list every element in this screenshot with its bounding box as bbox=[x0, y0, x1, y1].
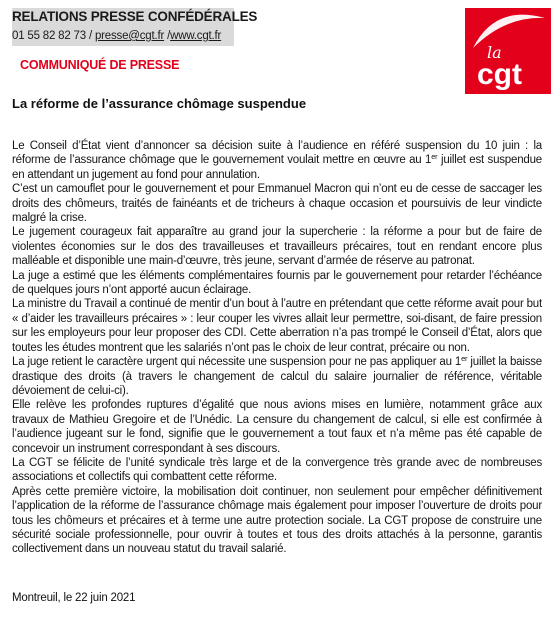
paragraph: La CGT se félicite de l’unité syndicale très large et de la convergence très grande avec de nombreuses associations et collectifs qui combattent cette réforme. bbox=[12, 456, 542, 484]
contact-line bbox=[12, 30, 221, 42]
separator: / bbox=[85, 30, 95, 42]
paragraph: La ministre du Travail a continué de mentir d’un bout à l’autre en prétendant que cette réforme avait pour but « d’aider les travailleurs précaires » : leur couper les vivres allait leur permettre, soi-disant, de faire pression sur les employeurs pour leur proposer des CDI. Cette aberration n’a pas trompé le Conseil d’État, alors que toutes les études montrent que les salariés n’ont pas le choix de leur contrat, précaire ou non. bbox=[12, 298, 542, 354]
paragraph: Elle relève les profondes ruptures d’égalité que nous avions mises en lumière, notamment grâce aux travaux de Mathieu Gregoire et de l’Unédic. La censure du changement de calcul, si elle est confirmée à l’audience jugeant sur le fond, signifie que le gouvernement a tout faux et n’a même pas été capable de concevoir un instrument correspondant à ses discours. bbox=[12, 399, 542, 455]
separator: / bbox=[164, 30, 171, 42]
logo-brand-text: cgt bbox=[477, 58, 522, 91]
email-link[interactable]: presse@cgt.fr bbox=[94, 30, 165, 42]
paragraph: Le jugement courageux fait apparaître au grand jour la supercherie : la réforme a pour but de faire de violentes économies sur le dos des travailleuses et travailleurs précaires, tout en rendant encore plus malléable et disponible une main-d’œuvre, très jeune, servant d’armée de réserve au patronat. bbox=[12, 226, 542, 268]
document-title: La réforme de l’assurance chômage suspendue bbox=[12, 96, 307, 111]
paragraph: Après cette première victoire, la mobilisation doit continuer, non seulement pour empêcher définitivement l’application de la réforme de l’assurance chômage mais également pour imposer l’ouverture de droits pour tous les chômeurs et précaires et à terme une autre protection sociale. La CGT propose de construire une sécurité sociale professionnelle, pour ouvrir à toutes et tous des droits attachés à la personne, garantis collectivement dans un nouveau statut du travail salarié. bbox=[12, 485, 542, 556]
paragraph: Le Conseil d’État vient d’annoncer sa décision suite à l’audience en référé suspension du 10 juin : la réforme de l’assurance chômage que le gouvernement voulait mettre en œuvre au 1er juillet est suspendue en attendant un jugement au fond pour annulation. bbox=[12, 140, 542, 181]
phone-number: 01 55 82 82 73 bbox=[12, 30, 86, 42]
cgt-logo bbox=[465, 8, 551, 94]
paragraph: La juge a estimé que les éléments complémentaires fournis par le gouvernement pour retarder l’échéance de quelques jours n’ont apporté aucun éclairage. bbox=[12, 269, 542, 297]
website-link[interactable]: www.cgt.fr bbox=[170, 30, 222, 42]
document-body bbox=[12, 139, 542, 557]
paragraph: C’est un camouflet pour le gouvernement et pour Emmanuel Macron qui n’ont eu de cesse de saccager les droits des chômeurs, traités de fainéants et de tricheurs à chaque occasion et poursuivis de leur vindicte malgré la crise. bbox=[12, 183, 542, 225]
signoff: Montreuil, le 22 juin 2021 bbox=[12, 592, 136, 604]
org-title: RELATIONS PRESSE CONFÉDÉRALES bbox=[12, 9, 258, 24]
communique-label: COMMUNIQUÉ DE PRESSE bbox=[20, 58, 180, 72]
paragraph: La juge retient le caractère urgent qui nécessite une suspension pour ne pas appliquer au 1er juillet la baisse drastique des droits (à travers le changement de calcul du salaire journalier de référence, véritable dévoiement de celui-ci). bbox=[12, 354, 542, 397]
logo-script-text: la bbox=[487, 43, 502, 62]
